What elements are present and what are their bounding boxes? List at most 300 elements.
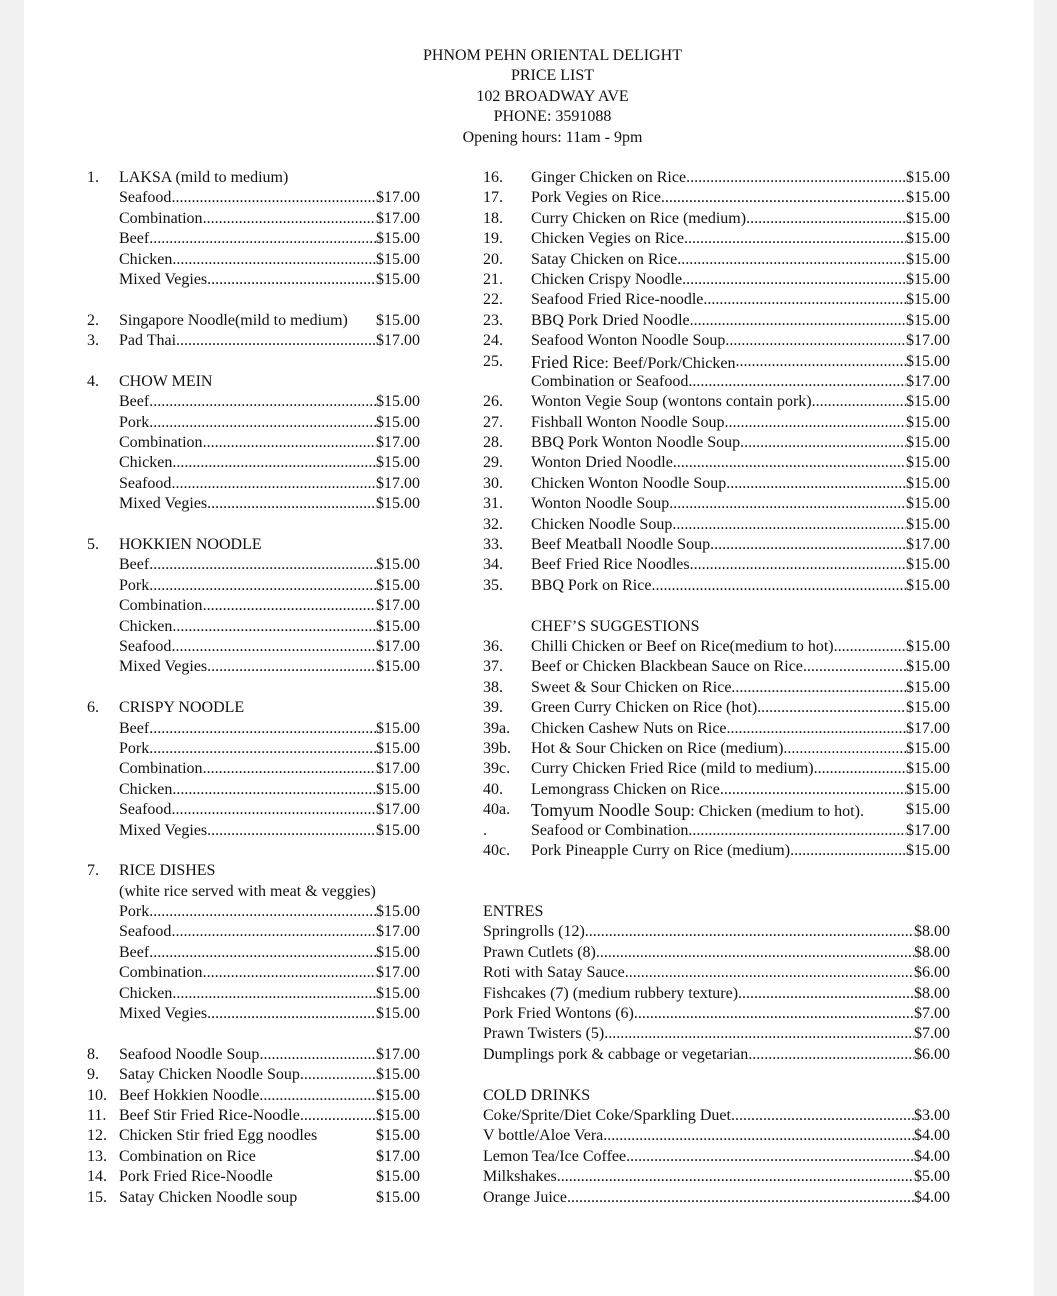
menu-item <box>483 515 950 535</box>
item-price: $15.00 <box>906 801 950 819</box>
item-label: Milkshakes <box>483 1168 557 1186</box>
item-label: Pork <box>119 576 150 594</box>
item-label: Chicken Noodle Soup <box>531 515 673 533</box>
menu-item <box>87 413 420 433</box>
item-price: $8.00 <box>914 923 950 941</box>
item-price: $15.00 <box>906 474 950 492</box>
item-label: Curry Chicken on Rice (medium) <box>531 209 747 227</box>
item-price: $4.00 <box>914 1127 950 1145</box>
item-price: $4.00 <box>914 1147 950 1165</box>
item-number: 29. <box>483 454 503 472</box>
menu-item <box>87 555 420 575</box>
item-label: Mixed Vegies <box>119 1005 208 1023</box>
item-label-detail: : Beef/Pork/Chicken <box>604 354 736 372</box>
item-label: Seafood <box>119 801 172 819</box>
menu-item <box>87 1167 420 1187</box>
menu-item <box>87 922 420 942</box>
item-label: Pork <box>119 413 150 431</box>
menu-item <box>483 494 950 514</box>
menu-item <box>483 352 950 372</box>
menu-item <box>483 922 950 942</box>
menu-item <box>483 637 950 657</box>
item-number: 4. <box>87 372 99 390</box>
item-label: Prawn Cutlets (8) <box>483 943 596 961</box>
item-number: 17. <box>483 189 503 207</box>
menu-item <box>87 780 420 800</box>
item-price: $8.00 <box>914 943 950 961</box>
item-number: 20. <box>483 250 503 268</box>
item-label: Chicken Vegies on Rice <box>531 230 685 248</box>
item-label: Ginger Chicken on Rice <box>531 169 687 186</box>
item-label: Wonton Noodle Soup <box>531 495 670 513</box>
menu-item <box>483 372 950 392</box>
menu-item <box>483 188 950 208</box>
item-number: 22. <box>483 291 503 309</box>
item-price: $17.00 <box>376 434 420 452</box>
menu-item <box>483 1045 950 1065</box>
item-price: $15.00 <box>376 739 420 757</box>
menu-item <box>87 1106 420 1126</box>
menu-item <box>87 392 420 412</box>
item-price: $15.00 <box>376 454 420 472</box>
item-price: $17.00 <box>376 637 420 655</box>
item-label: Combination <box>119 597 203 615</box>
menu-item <box>87 250 420 270</box>
item-price: $15.00 <box>906 413 950 431</box>
item-label: Sweet & Sour Chicken on Rice <box>531 678 732 696</box>
item-label: Beef Fried Rice Noodles <box>531 556 690 574</box>
item-price: $17.00 <box>376 964 420 982</box>
menu-item <box>87 331 420 351</box>
item-number: 39c. <box>483 760 511 778</box>
item-price: $15.00 <box>906 556 950 574</box>
item-number: 5. <box>87 536 99 554</box>
item-number: 39. <box>483 699 503 717</box>
menu-item <box>87 209 420 229</box>
item-price: $17.00 <box>376 801 420 819</box>
item-price: $15.00 <box>906 434 950 452</box>
menu-item <box>483 1004 950 1024</box>
section-heading <box>87 698 420 718</box>
menu-item <box>87 821 420 841</box>
item-price: $17.00 <box>376 332 420 350</box>
menu-item <box>483 963 950 983</box>
item-number: 16. <box>483 169 503 186</box>
item-price: $15.00 <box>376 250 420 268</box>
item-label: Chilli Chicken or Beef on Rice(medium to hot) <box>531 637 834 655</box>
item-number: 12. <box>87 1127 107 1145</box>
item-label: Fishcakes (7) (medium rubbery texture) <box>483 984 739 1002</box>
item-label: Prawn Twisters (5) <box>483 1025 605 1043</box>
menu-item <box>87 984 420 1004</box>
item-price: $15.00 <box>906 515 950 533</box>
item-label: Combination <box>119 209 203 227</box>
item-label: BBQ Pork Dried Noodle <box>531 311 690 329</box>
menu-item <box>87 576 420 596</box>
item-price: $15.00 <box>906 760 950 778</box>
item-label: Seafood <box>119 189 172 207</box>
restaurant-name: PHNOM PEHN ORIENTAL DELIGHT <box>423 47 682 64</box>
item-price: $5.00 <box>914 1168 950 1186</box>
item-label: Combination <box>119 434 203 452</box>
item-number: 9. <box>87 1066 99 1084</box>
item-price: $15.00 <box>376 270 420 288</box>
item-number: 33. <box>483 536 503 554</box>
item-label: Green Curry Chicken on Rice (hot) <box>531 699 758 717</box>
menu-item <box>483 698 950 718</box>
item-number: 14. <box>87 1168 107 1186</box>
item-label: Roti with Satay Sauce <box>483 964 625 982</box>
menu-item <box>483 555 950 575</box>
menu-item <box>483 984 950 1004</box>
item-label: Curry Chicken Fried Rice (mild to medium) <box>531 760 814 778</box>
item-label: Chicken Stir fried Egg noodles <box>119 1127 318 1145</box>
item-price: $15.00 <box>906 454 950 472</box>
item-number: 25. <box>483 352 503 370</box>
item-price: $17.00 <box>906 719 950 737</box>
section-title: LAKSA (mild to medium) <box>119 169 289 186</box>
item-number: 3. <box>87 332 99 350</box>
item-price: $17.00 <box>376 597 420 615</box>
price-list-title: PRICE LIST <box>510 67 595 85</box>
item-price: $3.00 <box>914 1106 950 1124</box>
item-number: 37. <box>483 658 503 676</box>
item-label: BBQ Pork on Rice <box>531 576 652 594</box>
menu-item <box>483 576 950 596</box>
opening-hours: Opening hours: 11am - 9pm <box>462 128 643 146</box>
item-label: Beef <box>119 556 150 574</box>
item-price: $15.00 <box>906 189 950 207</box>
item-label: Chicken Wonton Noodle Soup <box>531 474 727 492</box>
item-number: 39b. <box>483 739 511 757</box>
item-label: Pork <box>119 739 150 757</box>
item-label: Chicken <box>119 617 173 635</box>
menu-item <box>87 1147 420 1167</box>
item-number: 7. <box>87 862 99 880</box>
menu-item <box>87 902 420 922</box>
section-heading <box>483 902 950 922</box>
section-heading <box>483 1086 950 1106</box>
item-label: Beef <box>119 393 150 411</box>
item-number: 40c. <box>483 841 511 859</box>
item-price: $15.00 <box>906 678 950 696</box>
item-label: Mixed Vegies <box>119 495 208 513</box>
menu-item <box>483 841 950 861</box>
menu-item <box>87 637 420 657</box>
item-number: 38. <box>483 678 503 696</box>
item-price: $6.00 <box>914 964 950 982</box>
item-label: Combination on Rice <box>119 1147 256 1165</box>
item-price: $8.00 <box>914 984 950 1002</box>
item-price: $15.00 <box>376 1066 420 1084</box>
menu-item <box>483 657 950 677</box>
item-label: Pork Fried Wontons (6) <box>483 1005 634 1023</box>
entres-title: ENTRES <box>483 903 544 921</box>
item-price: $15.00 <box>906 291 950 309</box>
item-number: 15. <box>87 1188 107 1206</box>
item-label: Beef <box>119 719 150 737</box>
item-price: $17.00 <box>376 1147 420 1165</box>
item-number: 24. <box>483 332 503 350</box>
item-price: $15.00 <box>906 270 950 288</box>
item-label: Seafood <box>119 637 172 655</box>
item-number: 23. <box>483 311 503 329</box>
item-price: $15.00 <box>906 699 950 717</box>
item-price: $15.00 <box>906 311 950 329</box>
menu-item <box>483 413 950 433</box>
menu-item <box>87 800 420 820</box>
item-label: Chicken Cashew Nuts on Rice <box>531 719 727 737</box>
item-number: 39a. <box>483 719 511 737</box>
item-price: $17.00 <box>376 760 420 778</box>
item-label: Lemongrass Chicken on Rice <box>531 780 720 798</box>
item-label: Satay Chicken Noodle Soup <box>119 1066 300 1084</box>
section-heading <box>87 861 420 881</box>
item-label: Dumplings pork & cabbage or vegetarian <box>483 1045 749 1063</box>
item-number: 36. <box>483 637 503 655</box>
item-number: 35. <box>483 576 503 594</box>
item-price: $17.00 <box>376 189 420 207</box>
section-heading <box>87 168 420 188</box>
item-label: Fishball Wonton Noodle Soup <box>531 413 725 431</box>
left-column <box>87 168 420 1208</box>
item-price: $15.00 <box>376 658 420 676</box>
item-price: $15.00 <box>376 1188 420 1206</box>
menu-item <box>87 433 420 453</box>
menu-item <box>483 433 950 453</box>
item-label: Chicken <box>119 984 173 1002</box>
section-title: CRISPY NOODLE <box>119 699 245 717</box>
item-number: 40. <box>483 780 503 798</box>
item-label: Beef Stir Fried Rice-Noodle <box>119 1106 300 1124</box>
menu-item <box>483 1188 950 1208</box>
item-price: $15.00 <box>376 943 420 961</box>
item-label: V bottle/Aloe Vera <box>483 1127 604 1145</box>
item-label-main: Fried Rice <box>531 351 605 372</box>
item-price: $15.00 <box>906 841 950 859</box>
menu-item <box>483 780 950 800</box>
item-label: Seafood or Combination <box>531 821 689 839</box>
menu-item <box>483 311 950 331</box>
item-price: $15.00 <box>376 1005 420 1023</box>
item-label: Beef <box>119 230 150 248</box>
item-price: $15.00 <box>906 169 950 186</box>
item-price: $15.00 <box>906 250 950 268</box>
menu-item <box>87 963 420 983</box>
item-number: 27. <box>483 413 503 431</box>
item-label: Wonton Vegie Soup (wontons contain pork) <box>531 393 812 411</box>
item-label: Combination <box>119 964 203 982</box>
menu-item <box>87 739 420 759</box>
item-label: Combination <box>119 760 203 778</box>
menu-item <box>87 1086 420 1106</box>
item-number: . <box>483 821 487 839</box>
item-price: $15.00 <box>376 576 420 594</box>
item-label: Lemon Tea/Ice Coffee <box>483 1147 627 1165</box>
item-price: $17.00 <box>376 923 420 941</box>
item-price: $17.00 <box>906 332 950 350</box>
menu-item <box>87 229 420 249</box>
section-title: RICE DISHES <box>119 862 216 880</box>
menu-item <box>87 719 420 739</box>
menu-item <box>483 209 950 229</box>
menu-item <box>483 759 950 779</box>
item-price: $15.00 <box>376 719 420 737</box>
menu-item <box>87 1045 420 1065</box>
address: 102 BROADWAY AVE <box>476 87 629 105</box>
item-label: Wonton Dried Noodle <box>531 454 673 472</box>
item-label: Pork <box>119 903 150 921</box>
item-label: Satay Chicken on Rice <box>531 250 678 268</box>
item-number: 13. <box>87 1147 107 1165</box>
item-label: Pork Pineapple Curry on Rice (medium) <box>531 841 791 859</box>
menu-item <box>87 759 420 779</box>
menu-item <box>87 474 420 494</box>
menu-item <box>483 1167 950 1187</box>
item-price: $7.00 <box>914 1005 950 1023</box>
item-price: $7.00 <box>914 1025 950 1043</box>
menu-item <box>87 617 420 637</box>
item-number: 21. <box>483 270 503 288</box>
menu-item <box>483 1126 950 1146</box>
menu-item <box>483 392 950 412</box>
item-label: Orange Juice <box>483 1188 567 1206</box>
item-price: $17.00 <box>906 821 950 839</box>
item-price: $15.00 <box>376 780 420 798</box>
item-price: $17.00 <box>906 536 950 554</box>
section-heading <box>483 617 950 637</box>
item-price: $15.00 <box>906 230 950 248</box>
menu-item <box>87 1065 420 1085</box>
menu-item <box>87 596 420 616</box>
item-number: 31. <box>483 495 503 513</box>
menu-item <box>483 678 950 698</box>
section-heading <box>87 372 420 392</box>
menu-item <box>483 1106 950 1126</box>
menu-item <box>87 453 420 473</box>
menu-item <box>87 188 420 208</box>
item-price: $15.00 <box>906 495 950 513</box>
menu-item <box>483 250 950 270</box>
chef-suggestions-title: CHEF’S SUGGESTIONS <box>531 617 700 635</box>
item-number: 40a. <box>483 801 511 819</box>
phone: PHONE: 3591088 <box>493 108 612 126</box>
menu-item <box>483 739 950 759</box>
item-number: 26. <box>483 393 503 411</box>
item-price: $15.00 <box>906 658 950 676</box>
item-number: 28. <box>483 434 503 452</box>
section-heading <box>87 535 420 555</box>
item-label: Seafood Fried Rice-noodle <box>531 291 704 309</box>
item-price: $15.00 <box>376 1127 420 1145</box>
item-price: $15.00 <box>376 311 420 329</box>
menu-item <box>483 719 950 739</box>
item-label: Mixed Vegies <box>119 270 208 288</box>
menu-item <box>87 270 420 290</box>
item-price: $15.00 <box>376 230 420 248</box>
item-price: $17.00 <box>376 1045 420 1063</box>
item-label: Pork Vegies on Rice <box>531 189 661 207</box>
item-label: Chicken <box>119 250 173 268</box>
item-number: 10. <box>87 1086 107 1104</box>
menu-item <box>87 494 420 514</box>
item-label: Seafood <box>119 474 172 492</box>
item-label: Chicken <box>119 780 173 798</box>
item-price: $15.00 <box>906 209 950 227</box>
item-label-main: Tomyum Noodle Soup <box>531 800 691 821</box>
menu-item <box>483 943 950 963</box>
item-number: 32. <box>483 515 503 533</box>
item-number: 11. <box>87 1106 107 1124</box>
item-label: Combination or Seafood <box>531 372 689 390</box>
item-price: $15.00 <box>376 821 420 839</box>
menu-page <box>24 0 1034 1296</box>
menu-item <box>483 290 950 310</box>
item-number: 18. <box>483 209 503 227</box>
item-price: $15.00 <box>376 393 420 411</box>
item-price: $15.00 <box>376 617 420 635</box>
section-note <box>87 882 420 902</box>
section-title: CHOW MEIN <box>119 372 213 390</box>
menu-item <box>483 474 950 494</box>
menu-item <box>483 1147 950 1167</box>
menu-item <box>483 270 950 290</box>
item-number: 1. <box>87 169 99 186</box>
item-label: Beef Meatball Noodle Soup <box>531 536 711 554</box>
menu-header <box>14 46 1057 148</box>
item-number: 6. <box>87 699 99 717</box>
item-price: $15.00 <box>376 1106 420 1124</box>
item-price: $15.00 <box>376 413 420 431</box>
menu-item <box>87 1188 420 1208</box>
item-label: BBQ Pork Wonton Noodle Soup <box>531 434 741 452</box>
menu-item <box>483 453 950 473</box>
menu-item <box>87 1126 420 1146</box>
item-number: 8. <box>87 1045 99 1063</box>
item-number: 2. <box>87 311 99 329</box>
item-price: $15.00 <box>906 637 950 655</box>
menu-item <box>483 800 950 820</box>
item-label: Mixed Vegies <box>119 658 208 676</box>
section-title: HOKKIEN NOODLE <box>119 536 262 554</box>
item-label: Pad Thai <box>119 332 177 350</box>
item-label: Seafood <box>119 923 172 941</box>
item-price: $15.00 <box>376 984 420 1002</box>
item-price: $15.00 <box>376 903 420 921</box>
item-label: Chicken <box>119 454 173 472</box>
menu-item <box>87 657 420 677</box>
item-price: $17.00 <box>376 209 420 227</box>
item-number: 19. <box>483 230 503 248</box>
menu-item <box>483 535 950 555</box>
item-label: Singapore Noodle(mild to medium) <box>119 311 348 329</box>
item-price: $4.00 <box>914 1188 950 1206</box>
item-label: Coke/Sprite/Diet Coke/Sparkling Duet <box>483 1106 731 1124</box>
item-number: 30. <box>483 474 503 492</box>
item-label: Chicken Crispy Noodle <box>531 270 683 288</box>
item-price: $15.00 <box>906 739 950 757</box>
cold-drinks-title: COLD DRINKS <box>483 1086 591 1104</box>
item-price: $15.00 <box>376 495 420 513</box>
menu-item <box>483 1024 950 1044</box>
item-price: $15.00 <box>376 1168 420 1186</box>
item-label: Beef or Chicken Blackbean Sauce on Rice <box>531 658 803 676</box>
item-label: Pork Fried Rice-Noodle <box>119 1168 273 1186</box>
item-price: $15.00 <box>376 1086 420 1104</box>
item-price: $15.00 <box>906 393 950 411</box>
item-label: Mixed Vegies <box>119 821 208 839</box>
item-label: Beef <box>119 943 150 961</box>
